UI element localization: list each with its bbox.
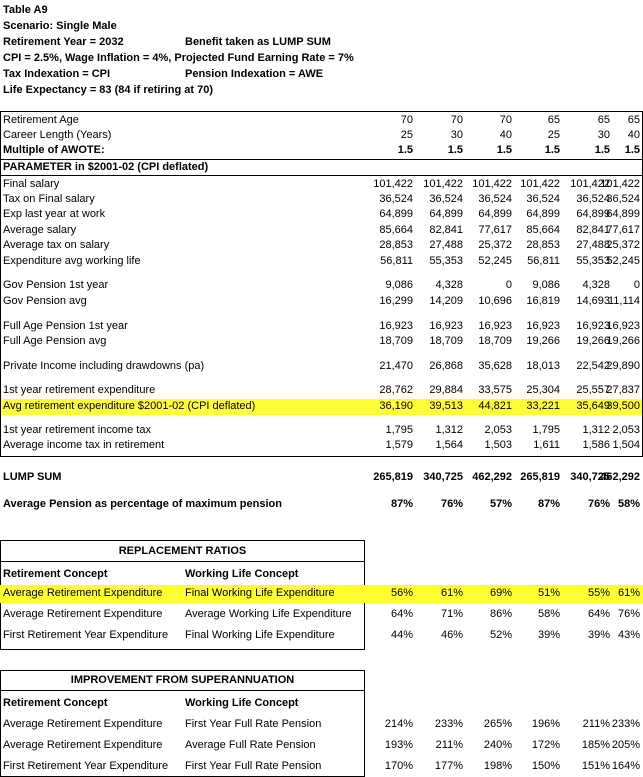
row-label: 1st year retirement income tax bbox=[3, 424, 151, 436]
value-cell: 150% bbox=[531, 760, 560, 772]
value-cell: 76% bbox=[440, 498, 463, 510]
value-cell: 46% bbox=[440, 629, 463, 641]
row-label: Tax on Final salary bbox=[3, 193, 95, 205]
value-cell: 1,504 bbox=[612, 439, 640, 451]
value-cell: 28,762 bbox=[379, 384, 413, 396]
value-cell: 101,422 bbox=[600, 178, 640, 190]
value-cell: 77,617 bbox=[478, 224, 512, 236]
value-cell: 16,923 bbox=[379, 320, 413, 332]
working-life-concept: Average Full Rate Pension bbox=[185, 739, 316, 751]
value-cell: 26,868 bbox=[429, 360, 463, 372]
cpi-line: CPI = 2.5%, Wage Inflation = 4%, Projected Fund Earning Rate = 7% bbox=[3, 52, 354, 64]
value-cell: 82,841 bbox=[429, 224, 463, 236]
rule-multiple bbox=[0, 159, 643, 160]
value-cell: 25 bbox=[400, 129, 413, 141]
value-cell: 82,841 bbox=[576, 224, 610, 236]
value-cell: 36,524 bbox=[429, 193, 463, 205]
value-cell: 58% bbox=[617, 498, 640, 510]
value-cell: 25 bbox=[547, 129, 560, 141]
working-life-concept: Final Working Life Expenditure bbox=[185, 587, 335, 599]
value-cell: 172% bbox=[531, 739, 560, 751]
value-cell: 18,709 bbox=[379, 335, 413, 347]
value-cell: 87% bbox=[537, 498, 560, 510]
working-life-concept: First Year Full Rate Pension bbox=[185, 718, 322, 730]
value-cell: 27,488 bbox=[576, 239, 610, 251]
value-cell: 101,422 bbox=[520, 178, 560, 190]
retirement-concept: First Retirement Year Expenditure bbox=[3, 629, 169, 641]
value-cell: 462,292 bbox=[600, 471, 640, 483]
improvement-col1: Retirement Concept bbox=[3, 697, 108, 709]
retirement-concept: Average Retirement Expenditure bbox=[3, 587, 163, 599]
value-cell: 39% bbox=[537, 629, 560, 641]
table-title: Table A9 bbox=[3, 4, 48, 16]
value-cell: 9,086 bbox=[385, 279, 413, 291]
value-cell: 0 bbox=[505, 279, 512, 291]
value-cell: 233% bbox=[611, 718, 640, 730]
value-cell: 22,542 bbox=[576, 360, 610, 372]
table-row bbox=[0, 177, 643, 193]
table-row bbox=[0, 128, 643, 144]
value-cell: 39% bbox=[587, 629, 610, 641]
value-cell: 51% bbox=[537, 587, 560, 599]
benefit-taken: Benefit taken as LUMP SUM bbox=[185, 36, 331, 48]
value-cell: 64,899 bbox=[606, 208, 640, 220]
value-cell: 36,524 bbox=[379, 193, 413, 205]
value-cell: 40 bbox=[627, 129, 640, 141]
value-cell: 52,245 bbox=[606, 255, 640, 267]
value-cell: 40 bbox=[499, 129, 512, 141]
value-cell: 14,693 bbox=[576, 295, 610, 307]
row-label: Retirement Age bbox=[3, 114, 79, 126]
row-label: Gov Pension 1st year bbox=[3, 279, 109, 291]
value-cell: 64% bbox=[587, 608, 610, 620]
value-cell: 101,422 bbox=[570, 178, 610, 190]
value-cell: 18,709 bbox=[478, 335, 512, 347]
value-cell: 19,266 bbox=[526, 335, 560, 347]
value-cell: 70 bbox=[400, 114, 413, 126]
value-cell: 33,221 bbox=[526, 400, 560, 412]
value-cell: 265,819 bbox=[373, 471, 413, 483]
value-cell: 56% bbox=[390, 587, 413, 599]
row-label: Private Income including drawdowns (pa) bbox=[3, 360, 205, 372]
retirement-concept: Average Retirement Expenditure bbox=[3, 739, 163, 751]
value-cell: 55% bbox=[587, 587, 610, 599]
value-cell: 69% bbox=[489, 587, 512, 599]
row-label: Full Age Pension avg bbox=[3, 335, 107, 347]
table-row bbox=[0, 334, 643, 350]
value-cell: 4,328 bbox=[582, 279, 610, 291]
value-cell: 65 bbox=[547, 114, 560, 126]
improvement-rule bbox=[0, 690, 365, 691]
value-cell: 25,372 bbox=[606, 239, 640, 251]
value-cell: 29,890 bbox=[606, 360, 640, 372]
row-label: Gov Pension avg bbox=[3, 295, 87, 307]
value-cell: 64,899 bbox=[429, 208, 463, 220]
retirement-concept: First Retirement Year Expenditure bbox=[3, 760, 169, 772]
value-cell: 193% bbox=[384, 739, 413, 751]
value-cell: 1.5 bbox=[447, 144, 463, 156]
life-expectancy: Life Expectancy = 83 (84 if retiring at 70) bbox=[3, 84, 213, 96]
value-cell: 64% bbox=[390, 608, 413, 620]
value-cell: 86% bbox=[489, 608, 512, 620]
value-cell: 29,884 bbox=[429, 384, 463, 396]
value-cell: 27,488 bbox=[429, 239, 463, 251]
value-cell: 1.5 bbox=[544, 144, 560, 156]
value-cell: 1,795 bbox=[385, 424, 413, 436]
value-cell: 64,899 bbox=[526, 208, 560, 220]
value-cell: 21,470 bbox=[379, 360, 413, 372]
replacement-rule bbox=[0, 561, 365, 562]
row-label: Expenditure avg working life bbox=[3, 255, 141, 267]
value-cell: 205% bbox=[611, 739, 640, 751]
value-cell: 198% bbox=[483, 760, 512, 772]
table-row bbox=[0, 294, 643, 310]
value-cell: 87% bbox=[390, 498, 413, 510]
value-cell: 61% bbox=[440, 587, 463, 599]
table-row bbox=[0, 627, 643, 645]
retirement-concept: Average Retirement Expenditure bbox=[3, 608, 163, 620]
value-cell: 77,617 bbox=[606, 224, 640, 236]
value-cell: 170% bbox=[384, 760, 413, 772]
value-cell: 52,245 bbox=[478, 255, 512, 267]
value-cell: 64,899 bbox=[379, 208, 413, 220]
value-cell: 1,312 bbox=[582, 424, 610, 436]
value-cell: 65 bbox=[627, 114, 640, 126]
value-cell: 340,725 bbox=[570, 471, 610, 483]
table-row bbox=[0, 423, 643, 439]
value-cell: 1.5 bbox=[624, 144, 640, 156]
value-cell: 462,292 bbox=[472, 471, 512, 483]
value-cell: 1.5 bbox=[397, 144, 413, 156]
value-cell: 44,821 bbox=[478, 400, 512, 412]
value-cell: 101,422 bbox=[472, 178, 512, 190]
table-row bbox=[0, 319, 643, 335]
row-label: Full Age Pension 1st year bbox=[3, 320, 128, 332]
value-cell: 10,696 bbox=[478, 295, 512, 307]
value-cell: 39,513 bbox=[429, 400, 463, 412]
value-cell: 65 bbox=[597, 114, 610, 126]
row-label: LUMP SUM bbox=[3, 471, 62, 483]
value-cell: 1,586 bbox=[582, 439, 610, 451]
value-cell: 36,524 bbox=[526, 193, 560, 205]
value-cell: 1,579 bbox=[385, 439, 413, 451]
value-cell: 19,266 bbox=[576, 335, 610, 347]
value-cell: 265% bbox=[483, 718, 512, 730]
row-label: Average income tax in retirement bbox=[3, 439, 165, 451]
value-cell: 4,328 bbox=[435, 279, 463, 291]
value-cell: 36,524 bbox=[478, 193, 512, 205]
pension-indexation: Pension Indexation = AWE bbox=[185, 68, 324, 80]
value-cell: 44% bbox=[390, 629, 413, 641]
highlighted-row bbox=[0, 399, 643, 415]
value-cell: 55,353 bbox=[576, 255, 610, 267]
value-cell: 16,923 bbox=[478, 320, 512, 332]
value-cell: 2,053 bbox=[612, 424, 640, 436]
table-row bbox=[0, 207, 643, 223]
value-cell: 30 bbox=[597, 129, 610, 141]
value-cell: 85,664 bbox=[379, 224, 413, 236]
table-row bbox=[0, 716, 643, 734]
scenario-line: Scenario: Single Male bbox=[3, 20, 117, 32]
value-cell: 164% bbox=[611, 760, 640, 772]
value-cell: 16,923 bbox=[526, 320, 560, 332]
value-cell: 16,819 bbox=[526, 295, 560, 307]
row-label: Multiple of AWOTE: bbox=[3, 144, 105, 156]
value-cell: 185% bbox=[581, 739, 610, 751]
value-cell: 76% bbox=[587, 498, 610, 510]
row-label: Exp last year at work bbox=[3, 208, 106, 220]
table-row bbox=[0, 359, 643, 375]
value-cell: 39,500 bbox=[606, 400, 640, 412]
value-cell: 27,837 bbox=[606, 384, 640, 396]
retirement-concept: Average Retirement Expenditure bbox=[3, 718, 163, 730]
replacement-header: REPLACEMENT RATIOS bbox=[118, 545, 247, 557]
tax-indexation: Tax Indexation = CPI bbox=[3, 68, 111, 80]
value-cell: 151% bbox=[581, 760, 610, 772]
value-cell: 1,795 bbox=[532, 424, 560, 436]
rule-top bbox=[0, 111, 643, 112]
value-cell: 340,725 bbox=[423, 471, 463, 483]
replacement-col2: Working Life Concept bbox=[185, 568, 299, 580]
table-row bbox=[0, 192, 643, 208]
value-cell: 71% bbox=[440, 608, 463, 620]
value-cell: 28,853 bbox=[379, 239, 413, 251]
value-cell: 101,422 bbox=[423, 178, 463, 190]
value-cell: 233% bbox=[434, 718, 463, 730]
value-cell: 196% bbox=[531, 718, 560, 730]
value-cell: 177% bbox=[434, 760, 463, 772]
row-label: Avg retirement expenditure $2001-02 (CPI deflated) bbox=[3, 400, 256, 412]
row-label: 1st year retirement expenditure bbox=[3, 384, 156, 396]
value-cell: 18,013 bbox=[526, 360, 560, 372]
value-cell: 2,053 bbox=[484, 424, 512, 436]
value-cell: 1.5 bbox=[594, 144, 610, 156]
value-cell: 18,709 bbox=[429, 335, 463, 347]
row-label: Career Length (Years) bbox=[3, 129, 112, 141]
table-row bbox=[0, 438, 643, 454]
value-cell: 36,524 bbox=[576, 193, 610, 205]
avg-pension-row bbox=[0, 497, 643, 513]
value-cell: 56,811 bbox=[527, 255, 560, 267]
table-row bbox=[0, 238, 643, 254]
value-cell: 16,923 bbox=[576, 320, 610, 332]
value-cell: 70 bbox=[450, 114, 463, 126]
value-cell: 36,524 bbox=[606, 193, 640, 205]
value-cell: 55,353 bbox=[429, 255, 463, 267]
improvement-header: IMPROVEMENT FROM SUPERANNUATION bbox=[70, 674, 295, 686]
table-row bbox=[0, 278, 643, 294]
value-cell: 211% bbox=[582, 718, 610, 730]
value-cell: 61% bbox=[617, 587, 640, 599]
working-life-concept: Average Working Life Expenditure bbox=[185, 608, 352, 620]
rule-param bbox=[0, 175, 643, 176]
table-row bbox=[0, 113, 643, 129]
value-cell: 64,899 bbox=[478, 208, 512, 220]
value-cell: 240% bbox=[483, 739, 512, 751]
value-cell: 214% bbox=[384, 718, 413, 730]
param-header: PARAMETER in $2001-02 (CPI deflated) bbox=[3, 161, 209, 173]
value-cell: 19,266 bbox=[606, 335, 640, 347]
value-cell: 14,209 bbox=[429, 295, 463, 307]
row-label: Final salary bbox=[3, 178, 60, 190]
value-cell: 76% bbox=[617, 608, 640, 620]
table-row bbox=[0, 585, 643, 603]
table-row bbox=[0, 758, 643, 776]
replacement-col1: Retirement Concept bbox=[3, 568, 108, 580]
value-cell: 9,086 bbox=[532, 279, 560, 291]
value-cell: 70 bbox=[499, 114, 512, 126]
rule-left bbox=[0, 111, 1, 457]
value-cell: 25,557 bbox=[576, 384, 610, 396]
rule-bottom bbox=[0, 456, 643, 457]
value-cell: 28,853 bbox=[526, 239, 560, 251]
improvement-col2: Working Life Concept bbox=[185, 697, 299, 709]
value-cell: 11,114 bbox=[607, 295, 640, 307]
value-cell: 58% bbox=[537, 608, 560, 620]
value-cell: 0 bbox=[633, 279, 640, 291]
table-row bbox=[0, 383, 643, 399]
value-cell: 56,811 bbox=[380, 255, 413, 267]
value-cell: 16,923 bbox=[429, 320, 463, 332]
value-cell: 265,819 bbox=[520, 471, 560, 483]
value-cell: 1,611 bbox=[533, 439, 560, 451]
row-label: Average tax on salary bbox=[3, 239, 110, 251]
retirement-year: Retirement Year = 2032 bbox=[3, 36, 124, 48]
value-cell: 85,664 bbox=[526, 224, 560, 236]
table-row bbox=[0, 737, 643, 755]
value-cell: 33,575 bbox=[478, 384, 512, 396]
value-cell: 25,304 bbox=[526, 384, 560, 396]
value-cell: 101,422 bbox=[373, 178, 413, 190]
value-cell: 35,649 bbox=[576, 400, 610, 412]
value-cell: 64,899 bbox=[576, 208, 610, 220]
value-cell: 1,503 bbox=[484, 439, 512, 451]
row-label: Average Pension as percentage of maximum pension bbox=[3, 498, 282, 510]
value-cell: 35,628 bbox=[478, 360, 512, 372]
value-cell: 25,372 bbox=[478, 239, 512, 251]
multiple-row bbox=[0, 143, 643, 159]
value-cell: 52% bbox=[489, 629, 512, 641]
value-cell: 16,923 bbox=[606, 320, 640, 332]
table-row bbox=[0, 254, 643, 270]
working-life-concept: First Year Full Rate Pension bbox=[185, 760, 322, 772]
value-cell: 43% bbox=[617, 629, 640, 641]
value-cell: 211% bbox=[435, 739, 463, 751]
row-label: Average salary bbox=[3, 224, 77, 236]
value-cell: 1,564 bbox=[435, 439, 463, 451]
value-cell: 36,190 bbox=[379, 400, 413, 412]
lump-sum-row bbox=[0, 470, 643, 486]
working-life-concept: Final Working Life Expenditure bbox=[185, 629, 335, 641]
value-cell: 30 bbox=[450, 129, 463, 141]
value-cell: 57% bbox=[489, 498, 512, 510]
value-cell: 1,312 bbox=[435, 424, 463, 436]
value-cell: 16,299 bbox=[379, 295, 413, 307]
table-row bbox=[0, 606, 643, 624]
value-cell: 1.5 bbox=[496, 144, 512, 156]
table-row bbox=[0, 223, 643, 239]
